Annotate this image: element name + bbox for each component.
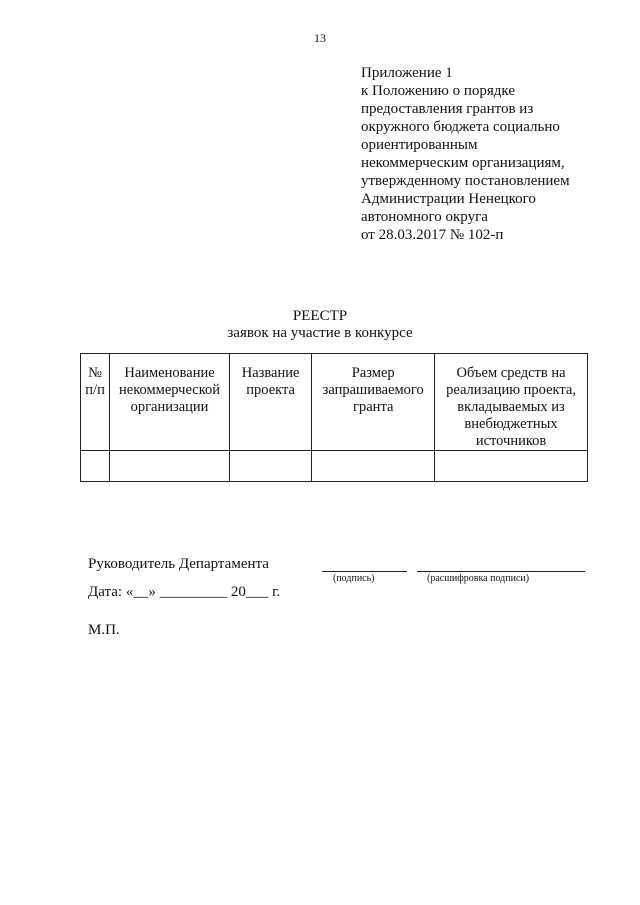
appendix-line: некоммерческим организациям, (361, 155, 565, 171)
appendix-line: автономного округа (361, 209, 488, 225)
header-label: внебюджетных (464, 416, 558, 432)
stamp-label: М.П. (88, 622, 120, 638)
header-organization (110, 354, 230, 451)
decryption-line (417, 571, 585, 572)
appendix-line: Администрации Ненецкого (361, 191, 536, 207)
header-label: запрашиваемого (322, 382, 424, 398)
table-cell (435, 451, 588, 482)
appendix-line: к Положению о порядке (361, 83, 515, 99)
header-label: п/п (85, 382, 105, 398)
header-number (81, 354, 110, 451)
signature-line (322, 571, 407, 572)
registry-table (80, 353, 588, 482)
header-label: Наименование (124, 365, 215, 381)
header-label: источников (475, 433, 547, 449)
header-label: реализацию проекта, (446, 382, 576, 398)
appendix-line: окружного бюджета социально (361, 119, 560, 135)
header-label: вкладываемых из (457, 399, 565, 415)
appendix-line: утвержденному постановлением (361, 173, 570, 189)
page-number: 13 (314, 31, 326, 45)
date-line: Дата: «__» _________ 20___ г. (88, 584, 281, 600)
header-project (229, 354, 311, 451)
header-grant-size (312, 354, 435, 451)
leader-label: Руководитель Департамента (88, 556, 269, 572)
table-cell (81, 451, 110, 482)
document-title: РЕЕСТР (292, 308, 348, 324)
table-cell (312, 451, 435, 482)
table-row (81, 451, 588, 482)
signature-caption: (подпись) (333, 573, 375, 584)
header-label: некоммерческой (119, 382, 221, 398)
header-label: проекта (246, 382, 295, 398)
appendix-header (361, 64, 631, 244)
header-label: гранта (353, 399, 394, 415)
appendix-line: Приложение 1 (361, 65, 453, 81)
header-label: № (88, 365, 102, 381)
decryption-caption: (расшифровка подписи) (427, 573, 530, 584)
appendix-line: ориентированным (361, 137, 478, 153)
header-extrabudget-funds (435, 354, 588, 451)
header-label: организации (130, 399, 209, 415)
table-cell (110, 451, 230, 482)
header-label: Размер (351, 365, 395, 381)
table-cell (229, 451, 311, 482)
appendix-line: предоставления грантов из (361, 101, 534, 117)
appendix-line: от 28.03.2017 № 102-п (361, 227, 504, 243)
document-subtitle: заявок на участие в конкурсе (227, 325, 413, 341)
table-header-row (81, 354, 588, 451)
header-label: Объем средств на (456, 365, 566, 381)
header-label: Название (241, 365, 300, 381)
